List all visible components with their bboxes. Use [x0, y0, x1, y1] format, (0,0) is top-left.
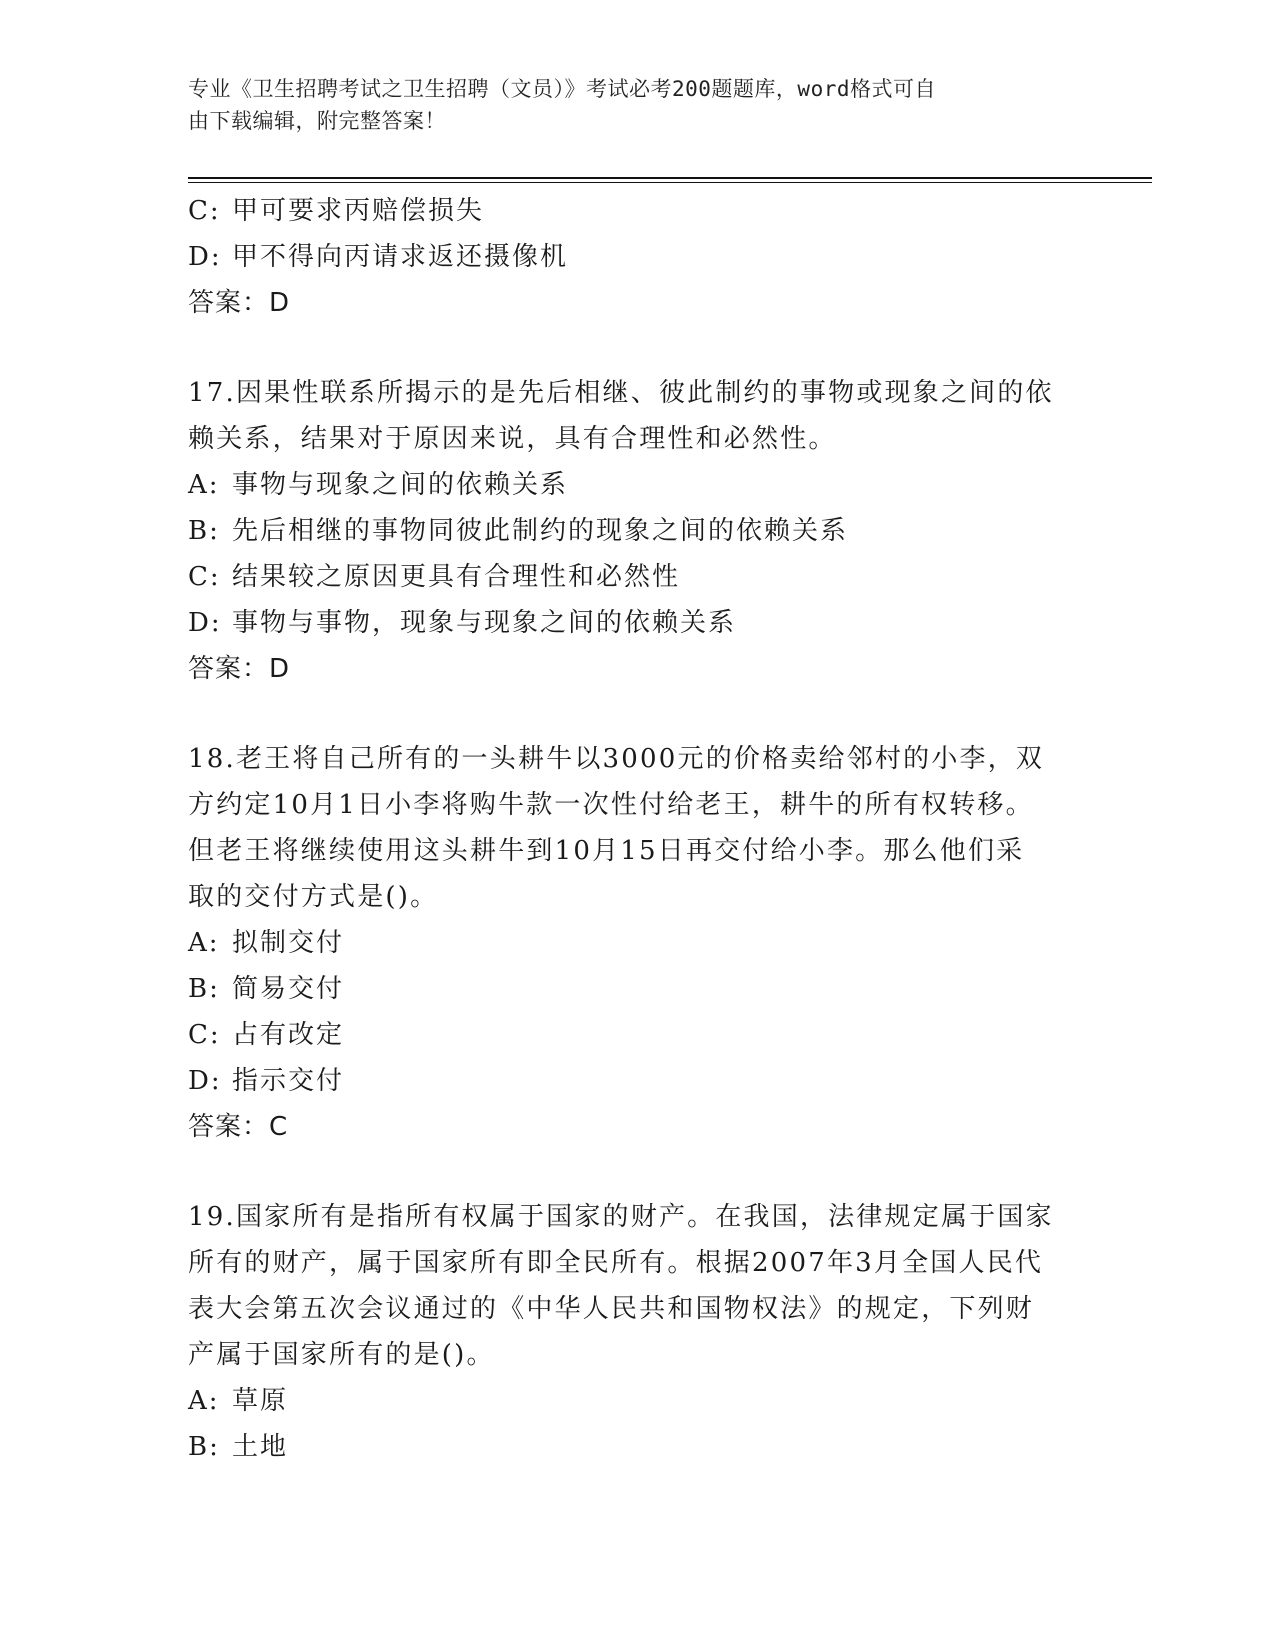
- option-label: B:: [188, 974, 220, 1004]
- option-label: C:: [188, 196, 221, 226]
- header-line-2: 由下载编辑，附完整答案！: [188, 109, 446, 133]
- stem-line: 产属于国家所有的是()。: [188, 1340, 495, 1370]
- option-a: [188, 462, 1088, 508]
- option-d: [188, 234, 1088, 280]
- stem-line: 但老王将继续使用这头耕牛到10月15日再交付给小李。那么他们采: [188, 836, 1025, 866]
- option-text: 简易交付: [232, 974, 345, 1004]
- option-label: A:: [188, 1386, 220, 1416]
- header-divider-thin: [188, 182, 1152, 183]
- option-b: [188, 966, 1088, 1012]
- question-stem: [188, 736, 1088, 920]
- header-divider-thick: [188, 177, 1152, 179]
- option-label: B:: [188, 1432, 220, 1462]
- answer-line: 答案：D: [188, 654, 291, 684]
- option-text: 先后相继的事物同彼此制约的现象之间的依赖关系: [232, 516, 849, 546]
- answer-line: 答案：C: [188, 1112, 289, 1142]
- stem-line: 19.国家所有是指所有权属于国家的财产。在我国，法律规定属于国家: [188, 1202, 1054, 1232]
- question-content: [188, 188, 1088, 1470]
- option-label: D:: [188, 242, 222, 272]
- option-c: [188, 188, 1088, 234]
- option-label: D:: [188, 1066, 222, 1096]
- option-b: [188, 508, 1088, 554]
- option-label: A:: [188, 470, 220, 500]
- option-c: [188, 554, 1088, 600]
- option-a: [188, 1378, 1088, 1424]
- option-label: B:: [188, 516, 220, 546]
- stem-line: 方约定10月1日小李将购牛款一次性付给老王，耕牛的所有权转移。: [188, 790, 1034, 820]
- document-header: [188, 73, 1068, 137]
- option-label: C:: [188, 1020, 221, 1050]
- stem-line: 17.因果性联系所揭示的是先后相继、彼此制约的事物或现象之间的依: [188, 378, 1054, 408]
- stem-line: 赖关系，结果对于原因来说，具有合理性和必然性。: [188, 424, 837, 454]
- option-b: [188, 1424, 1088, 1470]
- stem-line: 所有的财产，属于国家所有即全民所有。根据2007年3月全国人民代: [188, 1248, 1044, 1278]
- stem-line: 18.老王将自己所有的一头耕牛以3000元的价格卖给邻村的小李，双: [188, 744, 1045, 774]
- question-stem: [188, 370, 1088, 462]
- option-d: [188, 600, 1088, 646]
- question-16-tail: [188, 188, 1088, 326]
- option-text: 拟制交付: [232, 928, 345, 958]
- header-line-1: 专业《卫生招聘考试之卫生招聘（文员）》考试必考200题题库，word格式可自: [188, 77, 936, 101]
- question-18: [188, 736, 1088, 1150]
- option-text: 指示交付: [232, 1066, 345, 1096]
- option-a: [188, 920, 1088, 966]
- option-label: D:: [188, 608, 222, 638]
- option-text: 事物与现象之间的依赖关系: [232, 470, 569, 500]
- question-stem: [188, 1194, 1088, 1378]
- question-19: [188, 1194, 1088, 1470]
- question-17: [188, 370, 1088, 692]
- answer-line: 答案：D: [188, 288, 291, 318]
- stem-line: 表大会第五次会议通过的《中华人民共和国物权法》的规定，下列财: [188, 1294, 1035, 1324]
- option-text: 草原: [232, 1386, 289, 1416]
- stem-line: 取的交付方式是()。: [188, 882, 439, 912]
- option-text: 占有改定: [232, 1020, 345, 1050]
- option-c: [188, 1012, 1088, 1058]
- option-text: 甲可要求丙赔偿损失: [232, 196, 485, 226]
- option-text: 土地: [232, 1432, 289, 1462]
- option-text: 甲不得向丙请求返还摄像机: [232, 242, 569, 272]
- option-label: C:: [188, 562, 221, 592]
- option-text: 事物与事物，现象与现象之间的依赖关系: [232, 608, 737, 638]
- option-text: 结果较之原因更具有合理性和必然性: [232, 562, 681, 592]
- option-label: A:: [188, 928, 220, 958]
- option-d: [188, 1058, 1088, 1104]
